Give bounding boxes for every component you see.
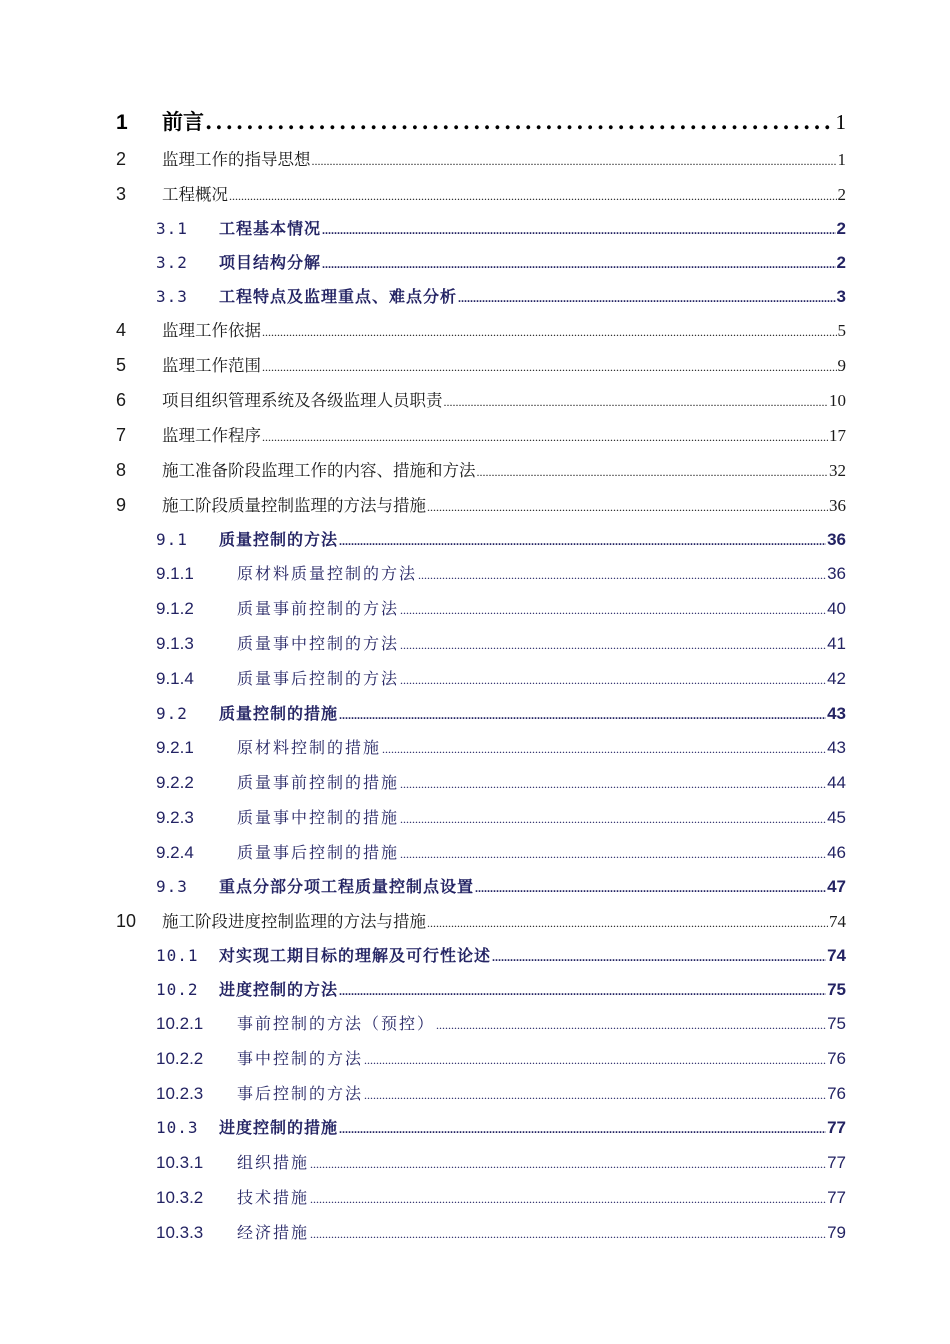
toc-entry[interactable] xyxy=(116,908,846,932)
toc-entry-title: 质量事后控制的措施 xyxy=(237,843,400,862)
toc-entry-page: 43 xyxy=(827,704,846,723)
toc-entry-number: 9.2.4 xyxy=(156,843,194,862)
toc-entry-title: 质量事中控制的方法 xyxy=(237,634,400,653)
toc-dot-leader xyxy=(400,812,826,827)
toc-dot-leader xyxy=(262,360,837,375)
toc-entry[interactable] xyxy=(116,1185,846,1208)
toc-dot-leader xyxy=(382,742,826,757)
toc-entry[interactable] xyxy=(116,250,846,273)
toc-entry-page: 45 xyxy=(827,808,846,827)
toc-dot-leader xyxy=(310,1157,826,1172)
toc-entry-title: 事后控制的方法 xyxy=(237,1084,364,1103)
toc-entry-title: 组织措施 xyxy=(237,1153,310,1172)
toc-entry-title: 重点分部分项工程质量控制点设置 xyxy=(219,877,475,896)
toc-dot-leader xyxy=(458,291,836,306)
toc-entry-number: 9.2 xyxy=(156,704,188,723)
toc-entry[interactable] xyxy=(116,284,846,307)
toc-dot-leader xyxy=(400,673,826,688)
toc-entry-number: 10.3.1 xyxy=(156,1153,204,1172)
toc-entry[interactable] xyxy=(116,1011,846,1034)
toc-entry[interactable] xyxy=(116,146,846,170)
toc-entry-page: 47 xyxy=(827,877,846,896)
toc-entry-number: 7 xyxy=(116,425,127,445)
toc-dot-leader xyxy=(364,1088,826,1103)
toc-dot-leader xyxy=(322,223,836,238)
toc-entry-number: 9.1 xyxy=(156,530,188,549)
toc-entry-title: 技术措施 xyxy=(237,1188,310,1207)
toc-entry-number: 10.3.3 xyxy=(156,1223,204,1242)
toc-entry-page: 43 xyxy=(827,738,846,757)
toc-entry-page: 36 xyxy=(827,564,846,583)
toc-entry-title: 进度控制的方法 xyxy=(219,980,339,999)
toc-entry[interactable] xyxy=(116,1150,846,1173)
toc-entry-title: 对实现工期目标的理解及可行性论述 xyxy=(219,946,492,965)
toc-dot-leader xyxy=(492,950,826,965)
toc-entry-page: 41 xyxy=(827,634,846,653)
toc-dot-leader xyxy=(312,154,837,169)
toc-entry[interactable] xyxy=(116,840,846,863)
toc-entry-title: 施工准备阶段监理工作的内容、措施和方法 xyxy=(162,461,476,480)
toc-entry-title: 监理工作范围 xyxy=(162,356,261,375)
toc-entry-title: 项目组织管理系统及各级监理人员职责 xyxy=(162,391,443,410)
toc-entry-number: 10 xyxy=(116,911,137,931)
toc-entry[interactable] xyxy=(116,1220,846,1243)
toc-dot-leader xyxy=(339,984,826,999)
toc-entry-number: 9.2.1 xyxy=(156,738,194,757)
toc-entry-number: 9.1.4 xyxy=(156,669,194,688)
toc-entry-title: 前言 xyxy=(162,109,204,134)
toc-dot-leader xyxy=(400,638,826,653)
toc-entry-page: 74 xyxy=(827,946,846,965)
toc-entry[interactable] xyxy=(116,352,846,376)
toc-entry-title: 质量事前控制的方法 xyxy=(237,599,400,618)
toc-entry-number: 10.2 xyxy=(156,980,199,999)
toc-entry-title: 监理工作依据 xyxy=(162,321,261,340)
toc-entry[interactable] xyxy=(116,317,846,341)
toc-entry-page: 2 xyxy=(836,219,846,238)
toc-entry-number: 10.2.1 xyxy=(156,1014,204,1033)
toc-entry-page: 77 xyxy=(827,1153,846,1172)
toc-entry-title: 事中控制的方法 xyxy=(237,1049,364,1068)
toc-entry-page: 76 xyxy=(827,1049,846,1068)
toc-entry-number: 3.2 xyxy=(156,253,188,272)
toc-entry-number: 9.1.2 xyxy=(156,599,194,618)
toc-entry[interactable] xyxy=(116,977,846,1000)
toc-entry-page: 42 xyxy=(827,669,846,688)
toc-entry-page: 36 xyxy=(829,496,846,515)
toc-entry-number: 9.1.3 xyxy=(156,634,194,653)
toc-dot-leader xyxy=(444,395,829,410)
toc-dot-leader xyxy=(229,189,837,204)
toc-entry[interactable] xyxy=(116,422,846,446)
toc-entry-number: 9.2.2 xyxy=(156,773,194,792)
toc-entry-number: 10.3.2 xyxy=(156,1188,204,1207)
toc-entry-page: 36 xyxy=(827,530,846,549)
toc-entry[interactable] xyxy=(116,561,846,584)
toc-entry-page: 17 xyxy=(829,426,846,445)
toc-entry-page: 10 xyxy=(829,391,846,410)
toc-dot-leader xyxy=(436,1018,826,1033)
toc-entry-title: 施工阶段质量控制监理的方法与措施 xyxy=(162,496,426,515)
toc-entry[interactable] xyxy=(116,1115,846,1138)
toc-entry-page: 2 xyxy=(836,253,846,272)
toc-entry-title: 项目结构分解 xyxy=(219,253,322,272)
toc-entry-number: 3 xyxy=(116,184,127,204)
toc-entry[interactable] xyxy=(116,805,846,828)
toc-entry-title: 质量事后控制的方法 xyxy=(237,669,400,688)
toc-entry-page: 1 xyxy=(837,150,846,169)
toc-entry[interactable] xyxy=(116,492,846,516)
toc-entry-page: 77 xyxy=(827,1188,846,1207)
toc-entry[interactable] xyxy=(116,596,846,619)
toc-entry[interactable] xyxy=(116,181,846,205)
toc-entry-number: 5 xyxy=(116,355,127,375)
toc-entry-page: 2 xyxy=(837,185,846,204)
toc-dot-leader xyxy=(427,500,828,515)
toc-entry-title: 原材料质量控制的方法 xyxy=(237,564,418,583)
toc-entry-page: 44 xyxy=(827,773,846,792)
toc-dot-leader xyxy=(339,708,826,723)
toc-entry-number: 4 xyxy=(116,320,127,340)
toc-dot-leader xyxy=(418,568,826,583)
toc-dot-leader xyxy=(339,1122,826,1137)
toc-entry-number: 10.1 xyxy=(156,946,199,965)
toc-dot-leader xyxy=(475,881,826,896)
toc-entry-title: 进度控制的措施 xyxy=(219,1118,339,1137)
toc-entry-number: 10.3 xyxy=(156,1118,199,1137)
toc-entry[interactable] xyxy=(116,666,846,689)
toc-entry-page: 46 xyxy=(827,843,846,862)
toc-entry-page: 3 xyxy=(836,287,846,306)
toc-entry-number: 2 xyxy=(116,149,127,169)
toc-dot-leader xyxy=(400,777,826,792)
toc-entry[interactable] xyxy=(116,701,846,724)
toc-entry-number: 6 xyxy=(116,390,127,410)
toc-entry[interactable] xyxy=(116,106,846,136)
toc-entry-title: 质量事中控制的措施 xyxy=(237,808,400,827)
toc-entry-title: 工程特点及监理重点、难点分析 xyxy=(219,287,458,306)
toc-dot-leader xyxy=(400,847,826,862)
toc-dot-leader xyxy=(205,109,835,134)
toc-entry[interactable] xyxy=(116,216,846,239)
toc-entry-page: 9 xyxy=(837,356,846,375)
toc-entry-title: 监理工作程序 xyxy=(162,426,261,445)
toc-entry-page: 1 xyxy=(835,110,846,134)
toc-entry-page: 74 xyxy=(829,912,846,931)
toc-entry-title: 工程概况 xyxy=(162,185,228,204)
toc-dot-leader xyxy=(364,1053,826,1068)
toc-entry-title: 经济措施 xyxy=(237,1223,310,1242)
toc-entry-title: 质量事前控制的措施 xyxy=(237,773,400,792)
toc-dot-leader xyxy=(322,257,836,272)
toc-dot-leader xyxy=(310,1227,826,1242)
toc-entry-title: 事前控制的方法（预控） xyxy=(237,1014,436,1033)
toc-entry[interactable] xyxy=(116,943,846,966)
toc-entry[interactable] xyxy=(116,631,846,654)
toc-entry[interactable] xyxy=(116,770,846,793)
toc-entry[interactable] xyxy=(116,527,846,550)
toc-entry[interactable] xyxy=(116,1081,846,1104)
toc-entry-number: 3.3 xyxy=(156,287,188,306)
toc-entry-page: 32 xyxy=(829,461,846,480)
toc-entry[interactable] xyxy=(116,735,846,758)
toc-entry-page: 40 xyxy=(827,599,846,618)
toc-entry[interactable] xyxy=(116,1046,846,1069)
toc-entry[interactable] xyxy=(116,457,846,481)
toc-entry-number: 1 xyxy=(116,111,128,134)
toc-entry-number: 9.3 xyxy=(156,877,188,896)
toc-entry-page: 75 xyxy=(827,1014,846,1033)
toc-dot-leader xyxy=(477,465,829,480)
toc-dot-leader xyxy=(262,325,837,340)
toc-entry-number: 9.2.3 xyxy=(156,808,194,827)
toc-dot-leader xyxy=(262,430,828,445)
toc-entry-title: 质量控制的方法 xyxy=(219,530,339,549)
toc-entry[interactable] xyxy=(116,387,846,411)
toc-entry-page: 79 xyxy=(827,1223,846,1242)
toc-entry[interactable] xyxy=(116,874,846,897)
toc-entry-page: 77 xyxy=(827,1118,846,1137)
toc-dot-leader xyxy=(310,1192,826,1207)
toc-entry-page: 76 xyxy=(827,1084,846,1103)
toc-dot-leader xyxy=(400,603,826,618)
toc-entry-number: 9 xyxy=(116,495,127,515)
toc-entry-number: 9.1.1 xyxy=(156,564,194,583)
toc-entry-title: 质量控制的措施 xyxy=(219,704,339,723)
toc-dot-leader xyxy=(427,916,828,931)
toc-entry-title: 原材料控制的措施 xyxy=(237,738,382,757)
toc-entry-number: 3.1 xyxy=(156,219,188,238)
toc-entry-title: 监理工作的指导思想 xyxy=(162,150,311,169)
toc-entry-number: 8 xyxy=(116,460,127,480)
toc-entry-page: 75 xyxy=(827,980,846,999)
toc-entry-title: 工程基本情况 xyxy=(219,219,322,238)
toc-entry-number: 10.2.2 xyxy=(156,1049,204,1068)
toc-entry-number: 10.2.3 xyxy=(156,1084,204,1103)
toc-entry-page: 5 xyxy=(837,321,846,340)
toc-dot-leader xyxy=(339,534,826,549)
toc-entry-title: 施工阶段进度控制监理的方法与措施 xyxy=(162,912,426,931)
